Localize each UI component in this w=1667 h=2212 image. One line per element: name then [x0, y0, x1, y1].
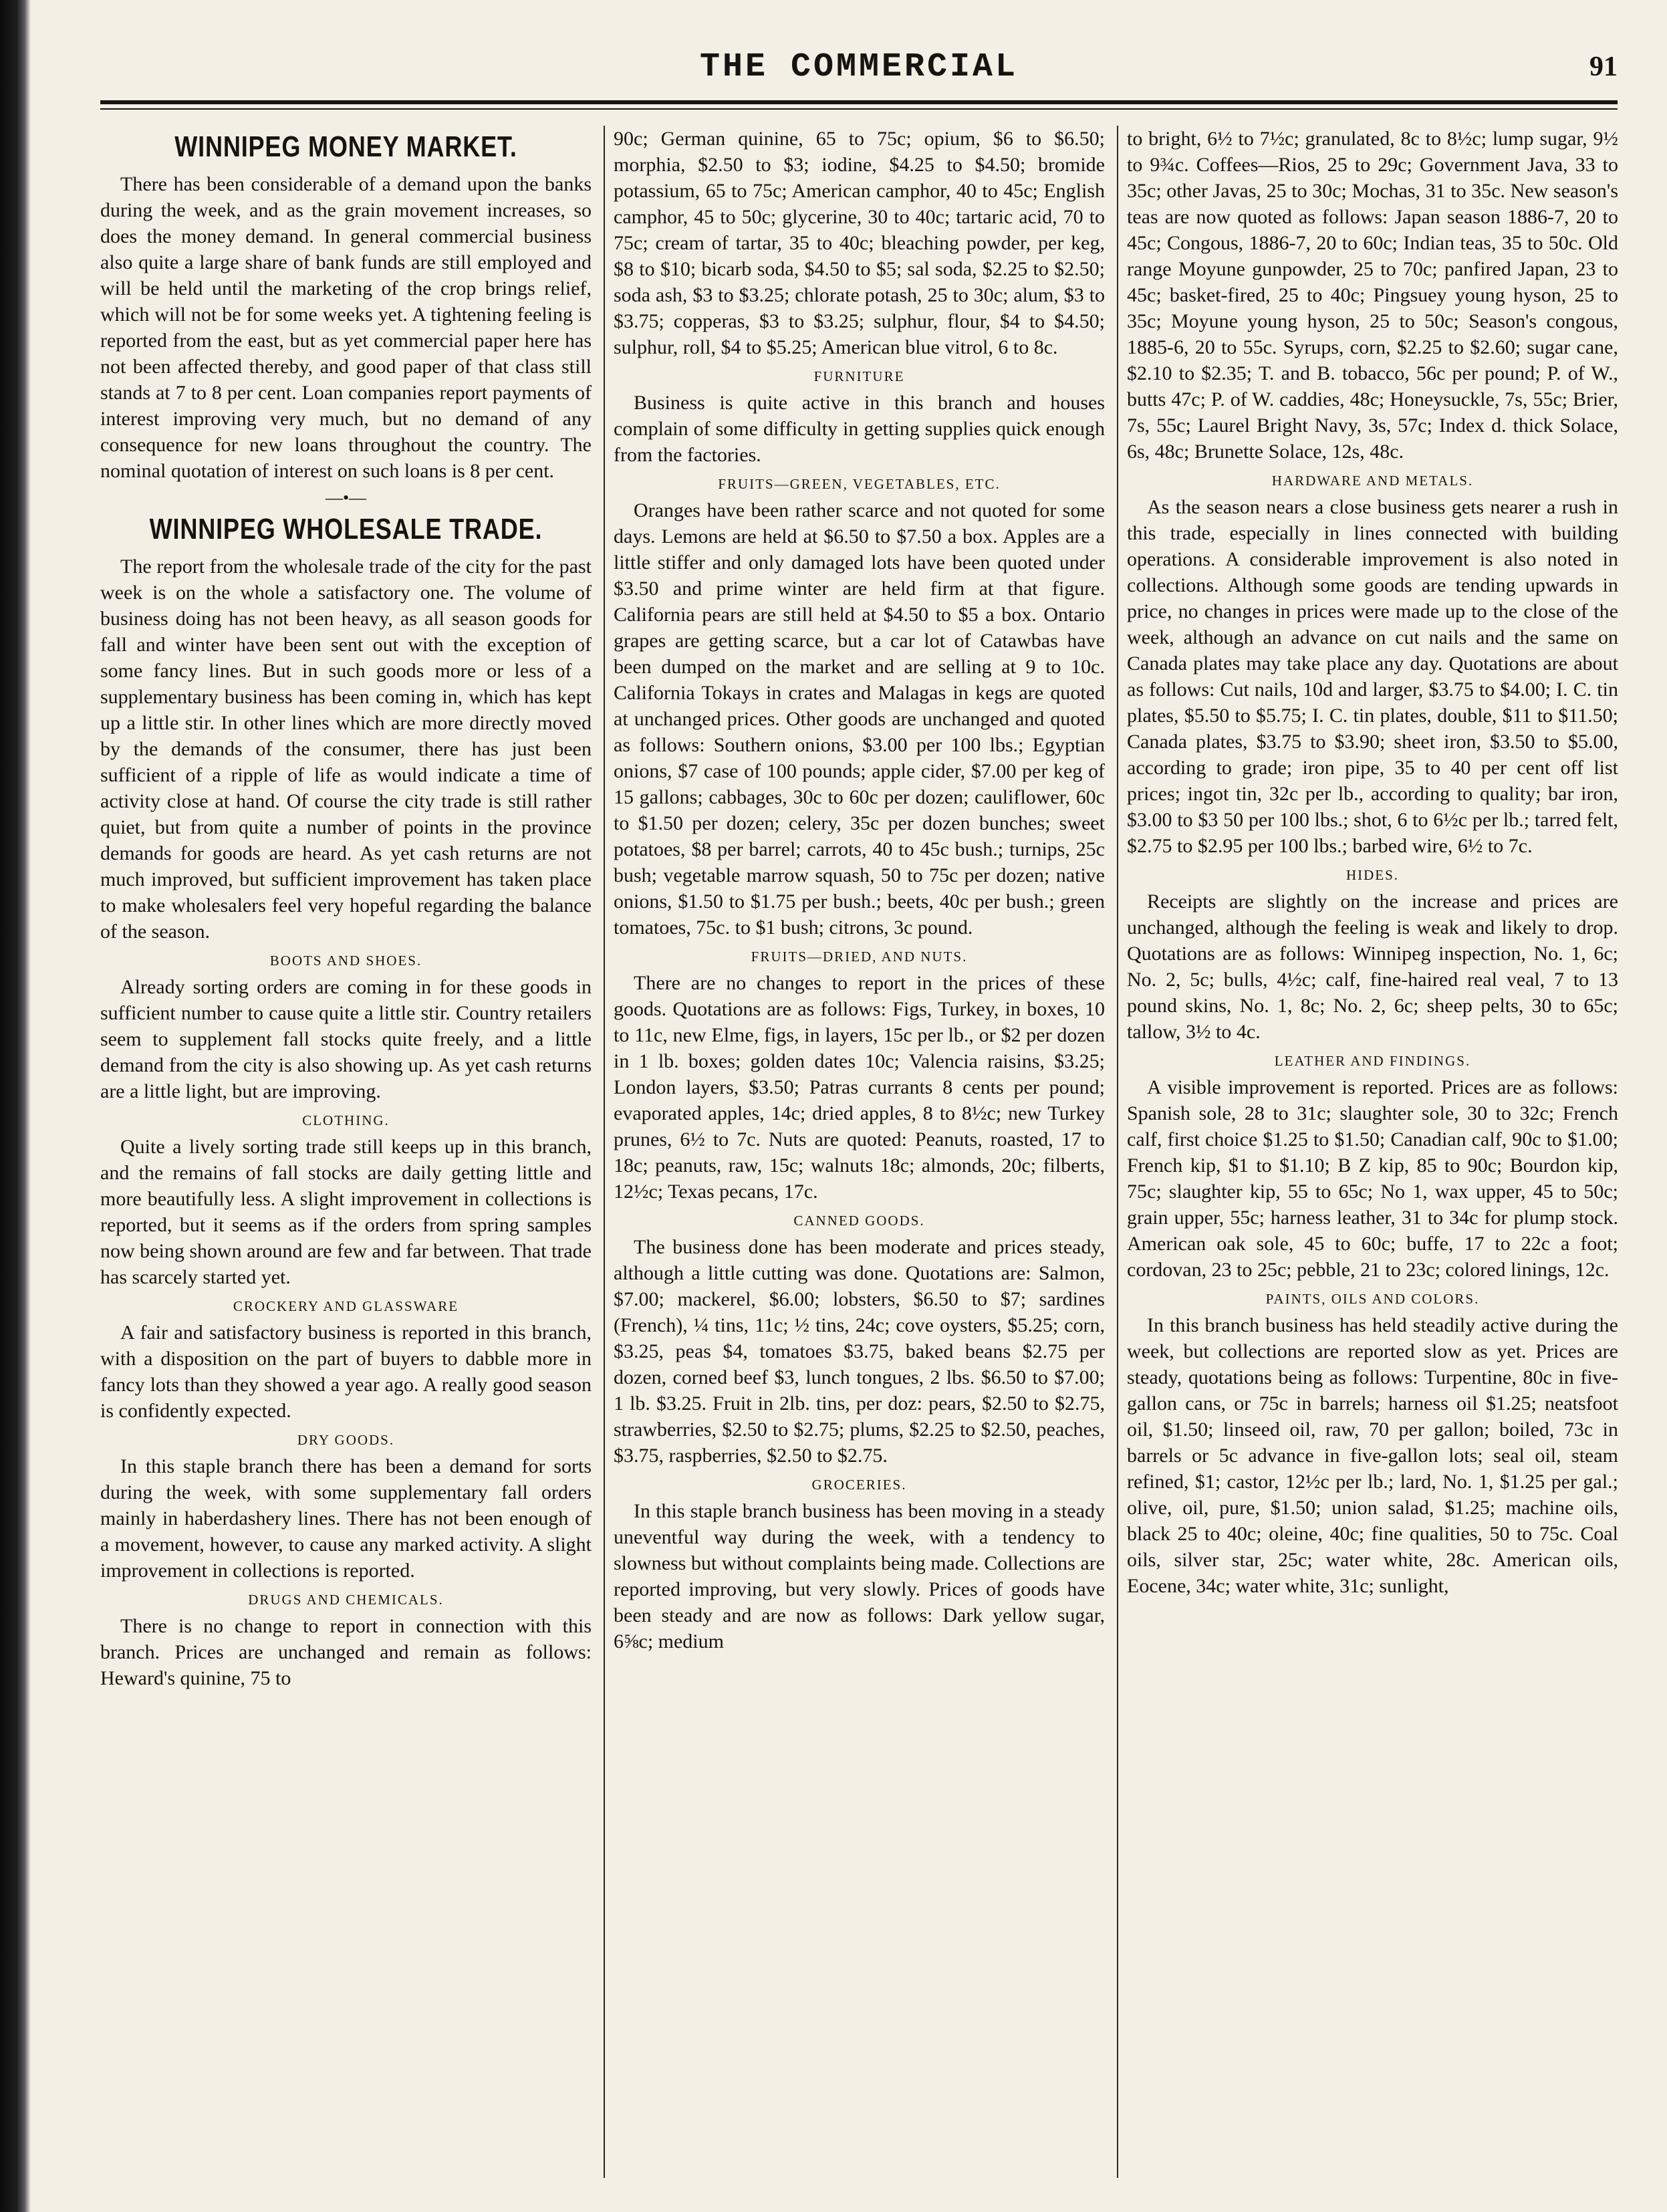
section-heading: FRUITS—DRIED, AND NUTS. [751, 949, 968, 965]
paragraph: Already sorting orders are coming in for these goods in sufficient number to cause quite a little stir. Country retailers seem to supplement fall stocks quite freely, and a little demand from the city is also showing up. As yet cash returns are a little light, but are improving. [100, 976, 592, 1102]
continued-paragraph: 90c; German quinine, 65 to 75c; opium, $6 to $6.50; morphia, $2.50 to $3; iodine, $4.25 to $4.50; bromide potassium, 65 to 75c; American camphor, 40 to 45c; English camphor, 45 to 50c; glycerine, 30 to 40c; tartaric acid, 70 to 75c; cream of tartar, 35 to 40c; bleaching powder, per keg, $8 to $10; bicarb soda, $4.50 to $5; sal soda, $2.25 to $2.50; soda ash, $3 to $3.25; chlorate potash, 25 to 30c; alum, $3 to $3.75; copperas, $3 to $3.25; sulphur, flour, $4 to $4.50; sulphur, roll, $4 to $5.25; American blue vitrol, 6 to 8c. [614, 128, 1105, 358]
section-heading: GROCERIES. [811, 1477, 907, 1493]
section-heading: CANNED GOODS. [793, 1213, 925, 1229]
paragraph: In this staple branch there has been a demand for sorts during the week, with some supplementary fall orders mainly in haberdashery lines. There has not been enough of a movement, however, to cause any marked activity. A slight improvement in collections is reported. [100, 1455, 592, 1582]
section-heading: CROCKERY AND GLASSWARE [233, 1298, 459, 1314]
section-heading: HIDES. [1345, 867, 1400, 883]
column-3 [1127, 126, 1618, 2185]
binding-edge [0, 0, 31, 2212]
paragraph: The business done has been moderate and prices steady, although a little cutting was done. Quotations are: Salmon, $7.00; mackerel, $6.00; lobsters, $6.50 to $7; sardines (French), ¼ tins, 11c; ½ tins, 24c; cove oysters, $5.25; corn, $3.25, peas $4, tomatoes $3.75, baked beans $2.75 per dozen, corned beef $3, lunch tongues, 2 lbs. $6.50 to $7.00; 1 lb. $3.25. Fruit in 2lb. tins, per doz: pears, $2.50 to $2.75, strawberries, $2.50 to $2.75; plums, $2.25 to $2.50, peaches, $3.75, raspberries, $2.50 to $2.75. [614, 1236, 1105, 1467]
paragraph: There has been considerable of a demand upon the banks during the week, and as the grain movement increases, so does the money demand. In general commercial business also quite a large share of bank funds are still employed and will be held until the marketing of the crop brings relief, which will not be for some weeks yet. A tightening feeling is reported from the east, but as yet commercial paper here has not been affected thereby, and good paper of that class still stands at 7 to 8 per cent. Loan companies report payments of interest improving very much, but no demand of any consequence for new loans throughout the country. The nominal quotation of interest on such loans is 8 per cent. [100, 173, 592, 482]
article-headline: WINNIPEG WHOLESALE TRADE. [149, 513, 543, 545]
paragraph: As the season nears a close business gets nearer a rush in this trade, especially in lines connected with building operations. A considerable improvement is also noted in collections. Although some goods are tending upwards in price, no changes in prices were made up to the close of the week, although an advance on cut nails and the same on Canada plates may take place any day. Quotations are about as follows: Cut nails, 10d and larger, $3.75 to $4.00; I. C. tin plates, $5.50 to $5.75; I. C. tin plates, double, $11 to $11.50; Canada plates, $3.75 to $3.90; sheet iron, $3.50 to $5.00, according to grade; iron pipe, 35 to 40 per cent off list prices; ingot tin, 32c per lb., according to quality; bar iron, $3.00 to $3 50 per 100 lbs.; shot, 6 to 6½c per lb.; tarred felt, $2.75 to $2.95 per 100 lbs.; barbed wire, 6½ to 7c. [1127, 496, 1618, 857]
continued-paragraph: to bright, 6½ to 7½c; granulated, 8c to 8½c; lump sugar, 9½ to 9¾c. Coffees—Rios, 25 to 29c; Government Java, 33 to 35c; other Javas, 25 to 30c; Mochas, 31 to 35c. New season's teas are now quoted as follows: Japan season 1886-7, 20 to 45c; Congous, 1886-7, 20 to 60c; Indian teas, 35 to 50c. Old range Moyune gunpowder, 25 to 70c; panfired Japan, 23 to 45c; basket-fired, 25 to 40c; Pingsuey young hyson, 25 to 35c; Moyune young hyson, 25 to 50c; Season's congous, 1885-6, 20 to 55c. Syrups, corn, $2.25 to $2.60; sugar cane, $2.10 to $2.35; T. and B. tobacco, 56c per pound; P. of W., butts 47c; P. of W. caddies, 48c; Honeysuckle, 7s, 55c; Brier, 7s, 55c; Laurel Bright Navy, 3s, 57c; Index d. thick Solace, 6s, 48c; Brunette Solace, 12s, 48c. [1127, 128, 1618, 463]
section-heading: DRY GOODS. [297, 1432, 395, 1448]
ornament-divider: —•— [325, 488, 367, 507]
paragraph: Quite a lively sorting trade still keeps up in this branch, and the remains of fall stocks are daily getting little and more beautifully less. A slight improvement in collections is reported, but it seems as if the orders from spring samples now being shown around are few and far between. That trade has scarcely started yet. [100, 1136, 592, 1288]
section-heading: FURNITURE [813, 368, 905, 384]
paragraph: A fair and satisfactory business is reported in this branch, with a disposition on the part of buyers to dabble more in fancy lots than they showed a year ago. A really good season is confidently expected. [100, 1322, 592, 1422]
paragraph: Oranges have been rather scarce and not quoted for some days. Lemons are held at $6.50 to $7.50 a box. Apples are a little stiffer and only damaged lots have been quoted under $3.50 and prime winter are held firm at that figure. California pears are still held at $4.50 to $5 a box. Ontario grapes are getting scarce, but a car lot of Catawbas have been dumped on the market and are selling at 9 to 10c. California Tokays in crates and Malagas in kegs are quoted at unchanged prices. Other goods are unchanged and quoted as follows: Southern onions, $3.00 per 100 lbs.; Egyptian onions, $7 case of 100 pounds; apple cider, $7.00 per keg of 15 gallons; cabbages, 30c to 60c per dozen; cauliflower, 60c to $1.50 per dozen; celery, 35c per dozen bunches; sweet potatoes, $8 per barrel; carrots, 40 to 45c bush.; turnips, 25c bush; vegetable marrow squash, 50 to 75c per dozen; native onions, $1.50 to $1.75 per bush.; beets, 40c per bush.; green tomatoes, 75c. to $1 bush; citrons, 3c pound. [614, 499, 1105, 939]
paragraph: In this staple branch business has been moving in a steady uneventful way during the week, with a tendency to slowness but without complaints being made. Collections are reported improving, but very slowly. Prices of goods have been steady and are now as follows: Dark yellow sugar, 6⅝c; medium [614, 1500, 1105, 1652]
paragraph: Business is quite active in this branch and houses complain of some difficulty in getting supplies quick enough from the factories. [614, 392, 1105, 466]
section-heading: DRUGS AND CHEMICALS. [248, 1592, 444, 1608]
article-headline: WINNIPEG MONEY MARKET. [174, 130, 517, 163]
section-heading: HARDWARE AND METALS. [1271, 473, 1474, 489]
paragraph: In this branch business has held steadily active during the week, but collections are reported slow as yet. Prices are steady, quotations being as follows: Turpentine, 80c in five-gallon cans, or 75c in barrels; harness oil $1.25; neatsfoot oil, $1.50; linseed oil, raw, 70 per gallon; boiled, 73c in barrels or 5c advance in five-gallon lots; seal oil, steam refined, $1; castor, 12½c per lb.; lard, No. 1, $1.25 per gal.; olive, oil, pure, $1.50; union salad, $1.25; machine oils, black 25 to 40c; oleine, 40c; fine qualities, 50 to 75c. Coal oils, silver star, 25c; water white, 28c. American oils, Eocene, 34c; water white, 31c; sunlight, [1127, 1314, 1618, 1597]
section-heading: FRUITS—GREEN, VEGETABLES, ETC. [718, 476, 1001, 492]
section-heading: LEATHER AND FINDINGS. [1274, 1053, 1471, 1069]
paragraph: The report from the wholesale trade of the city for the past week is on the whole a satisfactory one. The volume of business doing has not been heavy, as all season goods for fall and winter have been sent out with the exception of some fancy lines. But in such goods more or less of a supplementary business has been coming in, which has kept up a little stir. In other lines which are more directly moved by the demands of the consumer, there has just been sufficient of a ripple of life as would indicate a time of activity close at hand. Of course the city trade is still rather quiet, but from quite a number of points in the province demands for goods are heard. As yet cash returns are not much improved, but sufficient improvement has taken place to make wholesalers feel very hopeful regarding the balance of the season. [100, 556, 592, 943]
section-heading: CLOTHING. [302, 1112, 390, 1128]
header-rule-thin [100, 108, 1618, 110]
paragraph: Receipts are slightly on the increase and prices are unchanged, although the feeling is weak and likely to drop. Quotations are as follows: Winnipeg inspection, No. 1, 6c; No. 2, 5c; bulls, 4½c; calf, fine-haired real veal, 7 to 13 pound skins, No. 1, 8c; No. 2, 6c; sheep pelts, 30 to 65c; tallow, 3½ to 4c. [1127, 890, 1618, 1043]
column-1 [100, 126, 592, 2185]
page-number: 91 [1589, 51, 1618, 82]
paragraph: A visible improvement is reported. Prices are as follows: Spanish sole, 28 to 31c; slaughter sole, 30 to 32c; French calf, first choice $1.25 to $1.50; Canadian calf, 90c to $1.00; French kip, $1 to $1.10; B Z kip, 85 to 90c; Bourdon kip, 75c; slaughter kip, 55 to 65c; No 1, wax upper, 45 to 50c; grain upper, 55c; harness leather, 31 to 34c for plump stock. American oak sole, 45 to 60c; buffe, 17 to 22c a foot; cordovan, 23 to 25c; pebble, 21 to 23c; colored linings, 12c. [1127, 1076, 1618, 1281]
column-divider [604, 126, 605, 2178]
paragraph: There are no changes to report in the prices of these goods. Quotations are as follows: Figs, Turkey, in boxes, 10 to 11c, new Elme, figs, in layers, 15c per lb., or $2 per dozen in 1 lb. boxes; golden dates 10c; Valencia raisins, $3.25; London layers, $3.50; Patras currants 8 cents per pound; evaporated apples, 14c; dried apples, 8 to 8½c; new Turkey prunes, 6½ to 7c. Nuts are quoted: Peanuts, roasted, 17 to 18c; peanuts, raw, 15c; walnuts 18c; almonds, 20c; filberts, 12½c; Texas pecans, 17c. [614, 972, 1105, 1203]
column-2 [614, 126, 1105, 2185]
section-heading: BOOTS AND SHOES. [269, 953, 422, 969]
page-header [100, 48, 1618, 95]
journal-title: THE COMMERCIAL [699, 48, 1019, 86]
section-heading: PAINTS, OILS AND COLORS. [1265, 1291, 1480, 1307]
header-rule-thick [100, 100, 1618, 104]
column-divider [1117, 126, 1118, 2178]
paragraph: There is no change to report in connection with this branch. Prices are unchanged and remain as follows: Heward's quinine, 75 to [100, 1615, 592, 1689]
